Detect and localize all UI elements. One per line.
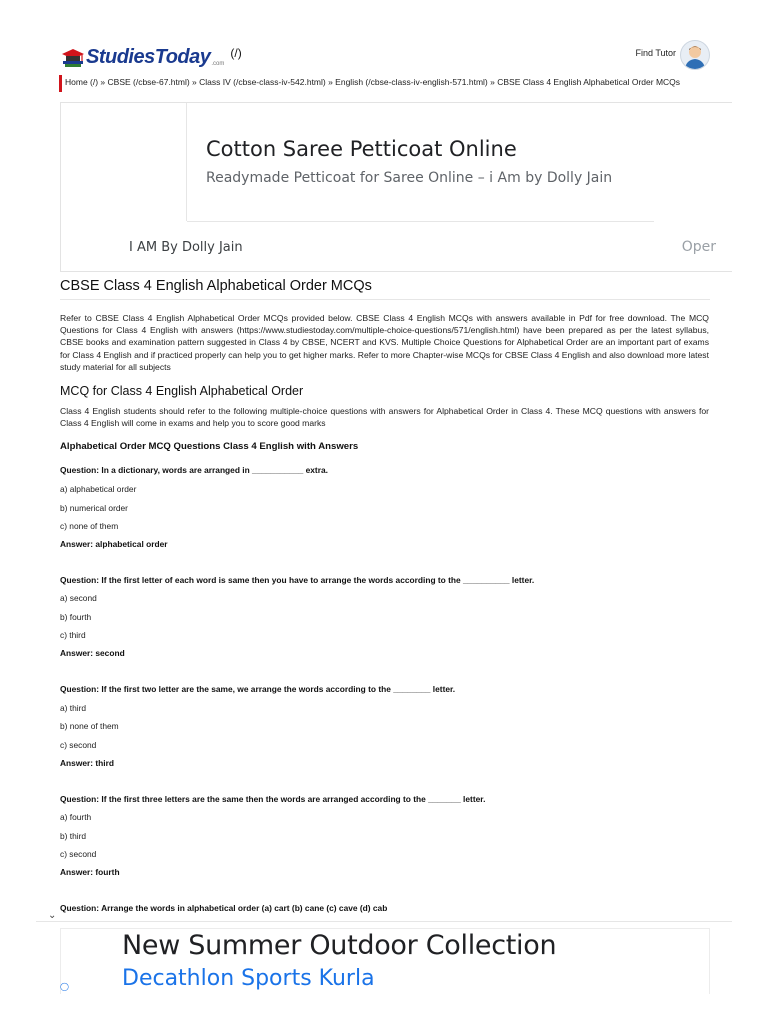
answer-option: c) none of them	[60, 521, 119, 531]
answer-text: Answer: fourth	[60, 867, 120, 877]
logo-text: StudiesToday	[86, 46, 211, 68]
tutor-avatar-icon[interactable]	[680, 40, 710, 70]
answer-option: c) third	[60, 630, 86, 640]
answer-option: b) third	[60, 831, 87, 841]
answer-text: Answer: third	[60, 758, 114, 768]
find-tutor-link[interactable]: Find Tutor	[635, 48, 676, 58]
answer-option: a) fourth	[60, 812, 92, 822]
collapse-chevron-icon[interactable]: ⌄	[48, 910, 57, 921]
ad-open-button[interactable]: Oper	[681, 239, 716, 255]
answer-text: Answer: second	[60, 648, 125, 658]
ad-image[interactable]	[61, 103, 187, 221]
page-title: CBSE Class 4 English Alphabetical Order MCQs	[60, 278, 372, 294]
section-heading: Alphabetical Order MCQ Questions Class 4 English with Answers	[60, 441, 359, 452]
answer-option: b) fourth	[60, 612, 92, 622]
graduation-cap-icon	[60, 44, 86, 70]
breadcrumb-accent	[59, 75, 62, 92]
answer-option: a) second	[60, 593, 97, 603]
answer-option: c) second	[60, 740, 97, 750]
question-text: Question: In a dictionary, words are arranged in ___________ extra.	[60, 465, 328, 475]
question-text: Question: If the first three letters are the same then the words are arranged according to the _______ letter.	[60, 794, 486, 804]
answer-option: a) alphabetical order	[60, 484, 137, 494]
answer-option: b) none of them	[60, 721, 119, 731]
mcq-intro-paragraph: Class 4 English students should refer to the following multiple-choice questions with answers for Alphabetical Order in Class 4. These MCQ questions with answers for Class 4 English will come in exams and help you to score good marks	[60, 406, 709, 429]
ad-banner-top[interactable]	[60, 102, 732, 272]
answer-text: Answer: alphabetical order	[60, 539, 168, 549]
answer-option: b) numerical order	[60, 503, 128, 513]
logo-link[interactable]: (/)	[230, 46, 242, 60]
site-logo[interactable]	[60, 40, 242, 70]
logo-domain: .com	[211, 61, 225, 67]
ad-advertiser[interactable]: I AM By Dolly Jain	[129, 240, 243, 255]
answer-option: c) second	[60, 849, 97, 859]
ad-subtitle[interactable]: Readymade Petticoat for Saree Online – i Am by Dolly Jain	[206, 170, 613, 186]
ad-title[interactable]: Cotton Saree Petticoat Online	[206, 137, 517, 161]
mcq-heading: MCQ for Class 4 English Alphabetical Order	[60, 384, 304, 398]
ad-choices-icon[interactable]: ◯	[60, 982, 69, 991]
title-divider	[60, 299, 710, 300]
ad-banner-bottom[interactable]	[36, 910, 732, 1025]
question-text: Question: If the first two letter are the same, we arrange the words according to the ________ letter.	[60, 684, 456, 694]
question-text: Question: If the first letter of each word is same then you have to arrange the words according to the __________ letter.	[60, 575, 535, 585]
intro-paragraph: Refer to CBSE Class 4 English Alphabetical Order MCQs provided below. CBSE Class 4 English MCQs with answers available in Pdf for free download. The MCQ Questions for Class 4 English with answers (https://www.studiestoday.com/multiple-choice-questions/571/english.html) have been prepared as per the latest syllabus, CBSE books and examination pattern suggested in Class 4 by CBSE, NCERT and KVS. Multiple Choice Questions for Alphabetical Order are an important part of exams for Class 4 English and if practiced properly can help you to get higher marks. Refer to more Chapter-wise MCQs for CBSE Class 4 English and also download more latest study material for all subjects	[60, 313, 709, 372]
ad-subtitle[interactable]: Decathlon Sports Kurla	[122, 966, 375, 991]
breadcrumb[interactable]: Home (/) » CBSE (/cbse-67.html) » Class IV (/cbse-class-iv-542.html) » English (/cbse-class-iv-english-571.html) » CBSE Class 4 English Alphabetical Order MCQs	[65, 77, 681, 87]
answer-option: a) third	[60, 703, 87, 713]
question-text: Question: Arrange the words in alphabetical order (a) cart (b) cane (c) cave (d) cab	[60, 903, 388, 913]
ad-divider	[187, 221, 654, 222]
ad-title[interactable]: New Summer Outdoor Collection	[122, 930, 557, 961]
